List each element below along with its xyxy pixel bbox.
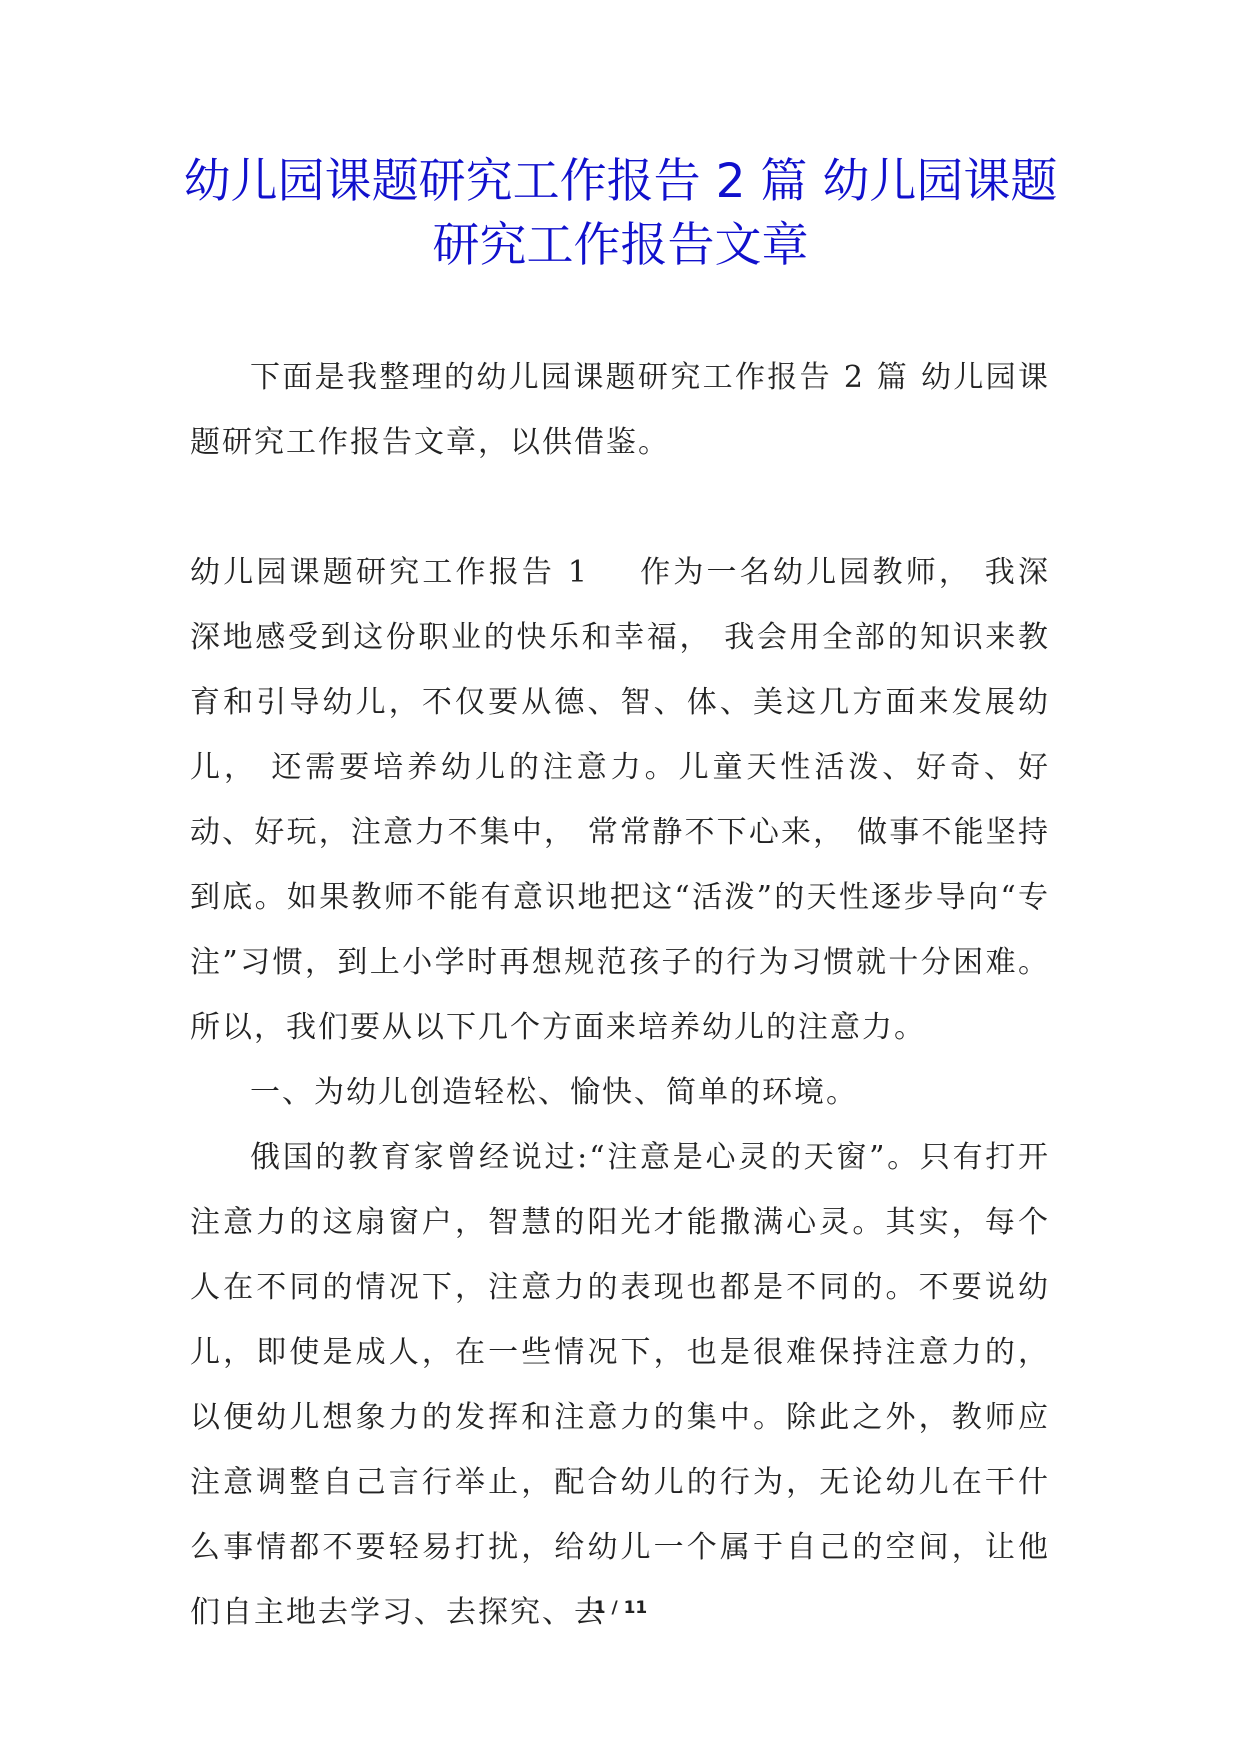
report-section xyxy=(190,540,1050,1645)
title-line-2: 研究工作报告文章 xyxy=(432,218,809,273)
paragraph-1: 作为一名幼儿园教师， 我深深地感受到这份职业的快乐和幸福， 我会用全部的知识来教育和引导幼儿，不仅要从德、智、体、美这几方面来发展幼儿， 还需要培养幼儿的注意力。儿童天性活泼、好奇、好动、好玩，注意力不集中， 常常静不下心来， 做事不能坚持到底。如果教师不能有意识地把这“活泼”的天性逐步导向“专注”习惯，到上小学时再想规范孩子的行为习惯就十分困难。所以，我们要从以下几个方面来培养幼儿的注意力。 xyxy=(190,555,1050,1045)
paragraph-2: 俄国的教育家曾经说过:“注意是心灵的天窗”。只有打开注意力的这扇窗户，智慧的阳光才能撒满心灵。其实，每个人在不同的情况下，注意力的表现也都是不同的。不要说幼儿，即使是成人，在一些情况下，也是很难保持注意力的，以便幼儿想象力的发挥和注意力的集中。除此之外，教师应注意调整自己言行举止，配合幼儿的行为，无论幼儿在干什么事情都不要轻易打扰，给幼儿一个属于自己的空间，让他们自主地去学习、去探究、去 xyxy=(190,1140,1050,1630)
subheading-1: 一、为幼儿创造轻松、愉快、简单的环境。 xyxy=(250,1075,858,1110)
intro-paragraph: 下面是我整理的幼儿园课题研究工作报告 2 篇 幼儿园课题研究工作报告文章，以供借鉴。 xyxy=(190,360,1050,460)
page-number: 1 / 11 xyxy=(593,1598,648,1618)
report-first-paragraph xyxy=(190,540,1050,1060)
document-title xyxy=(150,150,1091,278)
section-heading: 幼儿园课题研究工作报告 1 xyxy=(190,555,589,590)
title-line-1: 幼儿园课题研究工作报告 2 篇 幼儿园课题 xyxy=(183,154,1058,209)
